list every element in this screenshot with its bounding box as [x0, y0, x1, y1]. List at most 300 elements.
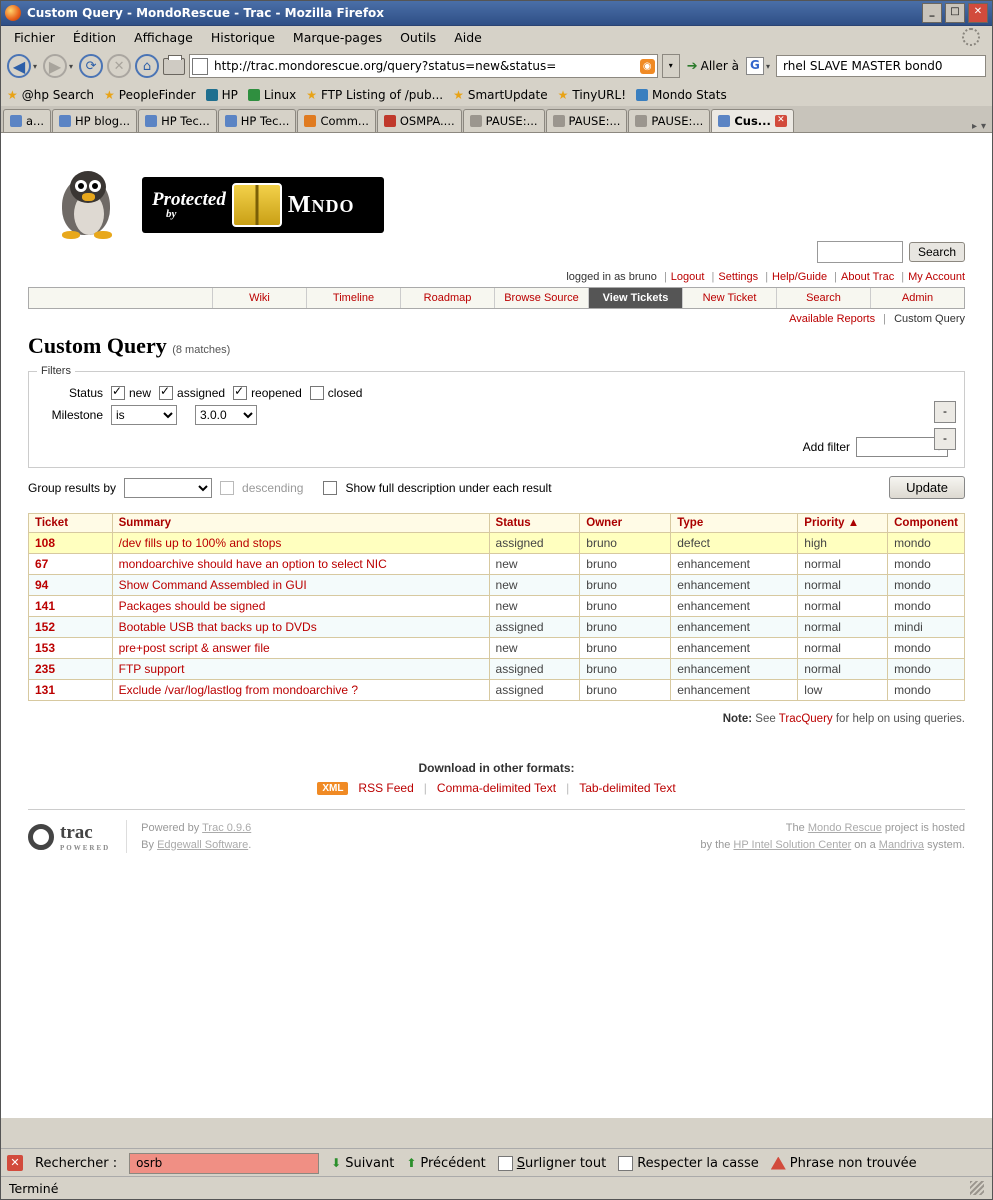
find-label: Rechercher :: [35, 1155, 118, 1171]
ticket-link[interactable]: 152: [35, 620, 56, 634]
table-row[interactable]: [29, 575, 965, 596]
tab-label: OSMPA....: [399, 114, 455, 128]
find-next-label: Suivant: [345, 1155, 395, 1171]
menu-marque-pages[interactable]: Marque-pages: [292, 29, 383, 45]
add-filter-row: [37, 437, 948, 457]
tab-favicon-icon: [10, 115, 22, 127]
metanav-my-account[interactable]: My Account: [908, 271, 965, 283]
cell-status: assigned: [489, 659, 580, 680]
column-status[interactable]: Status: [489, 514, 580, 533]
update-button[interactable]: Update: [889, 476, 965, 499]
up-arrow-icon: ⬆: [406, 1156, 417, 1170]
bookmark-hp[interactable]: [206, 88, 238, 102]
bookmark-peoplefinder[interactable]: [104, 88, 196, 102]
powered-by-block: [127, 820, 251, 853]
highlight-all-toggle[interactable]: [498, 1156, 606, 1171]
bookmark-label: FTP Listing of /pub...: [320, 88, 444, 102]
star-icon: ★: [7, 88, 18, 102]
favicon-icon: [206, 89, 218, 101]
hp-intel-solution-center-link[interactable]: HP Intel Solution Center: [733, 838, 852, 851]
by-line: By Edgewall Software.: [141, 838, 252, 851]
tab-list-icon[interactable]: ▾: [980, 121, 986, 132]
summary-link[interactable]: Bootable USB that backs up to DVDs: [118, 620, 317, 634]
hosting-info: [700, 820, 965, 853]
menu-aide[interactable]: Aide: [454, 29, 482, 45]
find-status-label: Phrase non trouvée: [789, 1155, 917, 1171]
menu-historique[interactable]: Historique: [210, 29, 275, 45]
home-icon[interactable]: ⌂: [135, 54, 159, 78]
find-status: [771, 1156, 917, 1171]
cell-priority: normal: [798, 596, 888, 617]
cell-component: mondo: [888, 575, 965, 596]
window-title: Custom Query - MondoRescue - Trac - Mozilla Firefox: [27, 6, 385, 20]
tab-label: HP Tec...: [240, 114, 290, 128]
group-results-label: Group results by: [28, 480, 117, 495]
column-summary[interactable]: Summary: [112, 514, 489, 533]
cell-ticket[interactable]: [29, 533, 113, 554]
tab-bar: [1, 106, 992, 133]
checkbox-icon[interactable]: [310, 386, 324, 400]
full-description-checkbox-icon[interactable]: [323, 481, 337, 495]
tab-hp-tec-2[interactable]: [218, 109, 297, 132]
table-row[interactable]: [29, 638, 965, 659]
cell-type: enhancement: [671, 659, 798, 680]
window-buttons: [922, 3, 988, 23]
tab-favicon-icon: [225, 115, 237, 127]
tab-label: HP blog...: [75, 114, 131, 128]
tab-a[interactable]: [3, 109, 51, 132]
cell-priority: normal: [798, 659, 888, 680]
cell-owner: bruno: [580, 638, 671, 659]
cell-ticket[interactable]: [29, 596, 113, 617]
logo-by-text: by: [166, 208, 177, 220]
ticket-link[interactable]: 235: [35, 662, 56, 676]
bookmark-label: Linux: [263, 88, 297, 102]
cell-type: defect: [671, 533, 798, 554]
milestone-operator-select[interactable]: [111, 405, 177, 425]
bookmark-label: PeopleFinder: [118, 88, 196, 102]
firefox-icon: [5, 5, 21, 21]
cell-owner: bruno: [580, 554, 671, 575]
site-search-row: [28, 241, 965, 263]
bookmark-mondo-stats[interactable]: [636, 88, 727, 102]
bookmark-ftp-listing[interactable]: [306, 88, 443, 102]
cell-ticket[interactable]: [29, 554, 113, 575]
cell-owner: bruno: [580, 680, 671, 701]
cell-summary[interactable]: [112, 575, 489, 596]
cell-status: assigned: [489, 533, 580, 554]
table-row[interactable]: [29, 680, 965, 701]
navigation-toolbar: [1, 48, 992, 84]
mainnav-roadmap[interactable]: Roadmap: [401, 288, 495, 308]
milestone-label: Milestone: [51, 408, 103, 422]
page-title: [28, 333, 965, 359]
google-icon[interactable]: G: [746, 57, 764, 75]
logo-protected-text: Protected by: [152, 189, 226, 220]
column-priority[interactable]: [798, 514, 888, 533]
add-filter-label: Add filter: [802, 440, 850, 454]
descending-label: descending: [242, 480, 304, 495]
menu-fichier[interactable]: Fichier: [14, 29, 55, 45]
favicon-icon: [636, 89, 648, 101]
status-checkbox-reopened[interactable]: [233, 386, 302, 400]
tab-custom-query[interactable]: [711, 109, 794, 132]
cell-status: new: [489, 596, 580, 617]
cell-status: new: [489, 575, 580, 596]
cell-owner: bruno: [580, 596, 671, 617]
group-options-row: [28, 476, 965, 499]
site-search-button[interactable]: Search: [909, 242, 965, 262]
trac-badge-text: trac POWERED: [60, 821, 111, 852]
cell-owner: bruno: [580, 659, 671, 680]
metanav-about-trac[interactable]: About Trac: [841, 271, 895, 283]
ticket-link[interactable]: 153: [35, 641, 56, 655]
tab-favicon-icon: [59, 115, 71, 127]
cell-type: enhancement: [671, 554, 798, 575]
status-checkbox-closed[interactable]: [310, 386, 363, 400]
cell-type: enhancement: [671, 575, 798, 596]
mainnav-admin[interactable]: Admin: [901, 292, 934, 304]
star-icon: ★: [557, 88, 569, 102]
stop-icon: ✕: [107, 54, 131, 78]
title-bar: [1, 1, 992, 26]
page-viewport: [1, 133, 992, 1118]
go-label: Aller à: [700, 59, 739, 73]
summary-link[interactable]: Exclude /var/log/lastlog from mondoarchive ?: [118, 683, 359, 697]
toolbar-search-input[interactable]: [781, 58, 981, 74]
cell-summary[interactable]: [112, 680, 489, 701]
descending-checkbox-icon[interactable]: [220, 481, 234, 495]
status-text: Terminé: [9, 1180, 59, 1196]
cell-status: new: [489, 554, 580, 575]
tracquery-link[interactable]: TracQuery: [778, 713, 833, 725]
tab-scroll-right-icon[interactable]: ▸: [971, 121, 977, 132]
forward-icon: ▶: [43, 54, 67, 78]
metanav: logged in as bruno | Logout | Settings | Help/Guide | About Trac | My Account: [566, 271, 965, 283]
mainnav-new-ticket[interactable]: New Ticket: [683, 288, 777, 308]
cell-status: new: [489, 638, 580, 659]
tab-label: PAUSE:...: [568, 114, 621, 128]
close-button[interactable]: ✕: [968, 3, 988, 23]
checkbox-icon: [618, 1156, 633, 1171]
bookmark-hp-search[interactable]: [7, 88, 94, 102]
print-icon[interactable]: [163, 58, 185, 75]
match-case-toggle[interactable]: [618, 1156, 759, 1171]
comma-delimited-text-link[interactable]: Comma-delimited Text: [436, 781, 557, 795]
tab-favicon-icon: [718, 115, 730, 127]
mainnav-view-tickets[interactable]: View Tickets: [589, 288, 683, 308]
star-icon: ★: [104, 88, 115, 102]
tab-favicon-icon: [384, 115, 396, 127]
star-icon: ★: [453, 88, 464, 102]
cell-owner: bruno: [580, 575, 671, 596]
download-header: Download in other formats:: [418, 761, 575, 775]
logo-mondo-text: MNDO: [287, 191, 355, 218]
status-checkbox-new[interactable]: [111, 386, 151, 400]
down-arrow-icon: ⬇: [331, 1156, 342, 1170]
trac-powered-badge[interactable]: [28, 820, 127, 853]
bookmark-smartupdate[interactable]: [453, 88, 548, 102]
toolbar-search-box[interactable]: [776, 55, 986, 77]
reload-icon[interactable]: ⟳: [79, 54, 103, 78]
tab-favicon-icon: [553, 115, 565, 127]
rss-icon[interactable]: ◉: [640, 59, 655, 74]
filter-row-milestone: [37, 405, 956, 445]
find-input-wrapper[interactable]: [129, 1153, 319, 1174]
checkbox-icon[interactable]: [111, 386, 125, 400]
find-next-button[interactable]: [331, 1156, 394, 1171]
bookmark-label: TinyURL!: [572, 88, 627, 102]
cell-status: assigned: [489, 617, 580, 638]
tab-pause-2[interactable]: [546, 109, 628, 132]
cell-summary[interactable]: [112, 533, 489, 554]
treasure-chest-icon: [232, 183, 282, 227]
maximize-button[interactable]: □: [945, 3, 965, 23]
download-links-row: XML RSS Feed | Comma-delimited Text | Tab-delimited Text: [28, 781, 965, 795]
menu-edition[interactable]: Édition: [72, 29, 117, 45]
page-icon: [192, 58, 208, 75]
group-results-select[interactable]: [124, 478, 212, 498]
hosting-line-1: The Mondo Rescue project is hosted: [785, 822, 965, 834]
go-arrow-icon: ➔: [686, 58, 698, 74]
column-type[interactable]: Type: [671, 514, 798, 533]
cell-summary[interactable]: [112, 554, 489, 575]
summary-link[interactable]: mondoarchive should have an option to select NIC: [118, 557, 387, 571]
mainnav-timeline[interactable]: Timeline: [307, 288, 401, 308]
page-footer: [28, 809, 965, 853]
column-component[interactable]: Component: [888, 514, 965, 533]
download-formats: [28, 761, 965, 795]
filters-panel: [28, 365, 965, 468]
mainnav-wiki[interactable]: Wiki: [213, 288, 307, 308]
ticket-link[interactable]: 141: [35, 599, 56, 613]
cell-ticket[interactable]: [29, 617, 113, 638]
summary-link[interactable]: pre+post script & answer file: [118, 641, 270, 655]
table-row[interactable]: [29, 533, 965, 554]
tab-osmpa[interactable]: [377, 109, 462, 132]
table-row[interactable]: [29, 659, 965, 680]
cell-ticket[interactable]: [29, 638, 113, 659]
status-option-label: reopened: [251, 386, 302, 400]
metanav-help-guide[interactable]: Help/Guide: [772, 271, 828, 283]
back-icon[interactable]: ◀: [7, 54, 31, 78]
url-dropdown-icon[interactable]: ▾: [662, 54, 680, 78]
logged-in-label: logged in as bruno: [566, 271, 657, 283]
xml-badge-icon: XML: [317, 782, 348, 795]
highlight-all-label: Surligner tout: [516, 1155, 607, 1171]
protected-by-mondo-logo: [142, 177, 384, 233]
powered-by-label: Powered by: [141, 822, 200, 834]
column-ticket[interactable]: Ticket: [29, 514, 113, 533]
table-row[interactable]: [29, 554, 965, 575]
note-suffix: for help on using queries.: [835, 713, 965, 725]
subnav-available-reports[interactable]: Available Reports: [789, 313, 876, 325]
status-bar: [1, 1176, 992, 1199]
ticket-link[interactable]: 108: [35, 536, 56, 550]
hosting-line-2: by the HP Intel Solution Center on a Mandriva system.: [700, 838, 965, 851]
status-option-label: assigned: [177, 386, 226, 400]
forward-dropdown-icon[interactable]: ▾: [69, 61, 74, 71]
full-description-label: Show full description under each result: [345, 480, 552, 495]
query-note: [28, 713, 965, 725]
checkbox-icon[interactable]: [159, 386, 173, 400]
remove-status-filter-button[interactable]: -: [934, 401, 956, 423]
bookmarks-bar: [1, 84, 992, 106]
bookmark-label: SmartUpdate: [467, 88, 548, 102]
bookmark-tinyurl[interactable]: [558, 88, 626, 102]
site-banner: [28, 143, 965, 245]
tab-comm[interactable]: [297, 109, 375, 132]
mondo-rescue-link[interactable]: Mondo Rescue: [807, 822, 882, 834]
table-row[interactable]: [29, 596, 965, 617]
tab-close-icon[interactable]: ✕: [775, 115, 787, 127]
tab-label: PAUSE:...: [651, 114, 704, 128]
find-input[interactable]: [134, 1155, 314, 1171]
cell-summary[interactable]: [112, 596, 489, 617]
menu-bar: [1, 26, 992, 48]
resize-grip-icon[interactable]: [970, 1181, 984, 1195]
search-engine-dropdown-icon[interactable]: ▾: [765, 61, 770, 71]
powered-by-line: [141, 820, 251, 837]
highlight-icon: [498, 1156, 513, 1171]
tab-favicon-icon: [304, 115, 316, 127]
table-header-row: [29, 514, 965, 533]
ticket-link[interactable]: 67: [35, 557, 49, 571]
trac-page: [14, 133, 979, 853]
note-see: See: [755, 713, 776, 725]
cell-summary[interactable]: [112, 638, 489, 659]
tab-pause-3[interactable]: [628, 109, 710, 132]
gear-icon[interactable]: [962, 28, 980, 46]
cell-priority: normal: [798, 638, 888, 659]
tickets-table: [28, 513, 965, 701]
cell-owner: bruno: [580, 533, 671, 554]
go-button[interactable]: [684, 59, 742, 74]
cell-type: enhancement: [671, 596, 798, 617]
match-case-label: Respecter la casse: [637, 1155, 759, 1171]
bookmark-label: @hp Search: [21, 88, 95, 102]
minimize-button[interactable]: _: [922, 3, 942, 23]
summary-link[interactable]: /dev fills up to 100% and stops: [118, 536, 282, 550]
tab-label: Cus...: [734, 114, 771, 128]
cell-component: mondo: [888, 659, 965, 680]
bookmark-label: Mondo Stats: [652, 88, 727, 102]
tab-scroll-controls: [968, 121, 990, 132]
find-previous-button[interactable]: [406, 1156, 485, 1171]
bookmark-label: HP: [221, 88, 238, 102]
note-prefix: Note:: [722, 713, 753, 725]
tab-favicon-icon: [145, 115, 157, 127]
trac-version-link[interactable]: Trac 0.9.6: [202, 822, 252, 834]
cell-ticket[interactable]: [29, 575, 113, 596]
rss-feed-link[interactable]: RSS Feed: [358, 781, 414, 795]
cell-priority: normal: [798, 617, 888, 638]
trac-gear-icon: [28, 824, 54, 850]
status-option-label: new: [129, 386, 152, 400]
status-checkbox-assigned[interactable]: [159, 386, 225, 400]
table-row[interactable]: [29, 617, 965, 638]
tab-hp-tec-1[interactable]: [138, 109, 217, 132]
sort-ascending-icon: ▲: [847, 517, 860, 529]
tab-hp-blog[interactable]: [52, 109, 137, 132]
find-bar: [1, 1148, 992, 1177]
remove-milestone-filter-button[interactable]: -: [934, 428, 956, 450]
mainnav-browse-source[interactable]: Browse Source: [495, 288, 589, 308]
warning-icon: [771, 1157, 786, 1170]
mondo-penguin-logo-icon: [54, 171, 124, 239]
cell-priority: normal: [798, 554, 888, 575]
mainnav-spacer: [29, 288, 213, 308]
edgewall-link[interactable]: Edgewall Software: [157, 838, 249, 851]
cell-component: mondo: [888, 638, 965, 659]
checkbox-icon[interactable]: [233, 386, 247, 400]
filters-legend: Filters: [41, 365, 71, 377]
cell-priority: normal: [798, 575, 888, 596]
metanav-logout[interactable]: Logout: [670, 271, 705, 283]
sub-navigation: Available Reports | Custom Query: [789, 313, 965, 325]
tab-label: PAUSE:...: [485, 114, 538, 128]
find-close-icon[interactable]: ✕: [7, 1155, 23, 1171]
favicon-icon: [248, 89, 260, 101]
url-bar[interactable]: [189, 54, 658, 78]
cell-component: mindi: [888, 617, 965, 638]
tab-label: Comm...: [320, 114, 369, 128]
back-dropdown-icon[interactable]: ▾: [33, 61, 38, 71]
tab-favicon-icon: [470, 115, 482, 127]
cell-component: mondo: [888, 554, 965, 575]
summary-link[interactable]: Show Command Assembled in GUI: [118, 578, 307, 592]
ticket-link[interactable]: 94: [35, 578, 49, 592]
cell-component: mondo: [888, 680, 965, 701]
page-title-text: Custom Query: [28, 333, 167, 358]
tab-pause-1[interactable]: [463, 109, 545, 132]
cell-priority: low: [798, 680, 888, 701]
trac-badge-subtext: POWERED: [60, 843, 111, 852]
summary-link[interactable]: FTP support: [118, 662, 185, 676]
cell-component: mondo: [888, 533, 965, 554]
match-count: (8 matches): [172, 344, 231, 356]
cell-status: assigned: [489, 680, 580, 701]
site-search-input[interactable]: [817, 241, 903, 263]
cell-type: enhancement: [671, 638, 798, 659]
mainnav-search[interactable]: Search: [777, 288, 871, 308]
cell-priority: high: [798, 533, 888, 554]
tab-label: HP Tec...: [161, 114, 210, 128]
menu-outils[interactable]: Outils: [400, 29, 437, 45]
status-label: Status: [68, 386, 103, 400]
summary-link[interactable]: Packages should be signed: [118, 599, 266, 613]
cell-owner: bruno: [580, 617, 671, 638]
mandriva-link[interactable]: Mandriva: [878, 838, 925, 851]
subnav-custom-query: Custom Query: [894, 313, 965, 325]
cell-ticket[interactable]: [29, 680, 113, 701]
cell-component: mondo: [888, 596, 965, 617]
cell-summary[interactable]: [112, 659, 489, 680]
milestone-value-select[interactable]: [195, 405, 257, 425]
main-navigation: [28, 287, 965, 309]
cell-summary[interactable]: [112, 617, 489, 638]
url-input[interactable]: [212, 58, 636, 74]
star-icon: ★: [306, 88, 317, 102]
ticket-link[interactable]: 131: [35, 683, 56, 697]
cell-ticket[interactable]: [29, 659, 113, 680]
metanav-settings[interactable]: Settings: [718, 271, 759, 283]
column-owner[interactable]: Owner: [580, 514, 671, 533]
menu-affichage[interactable]: Affichage: [134, 29, 193, 45]
cell-type: enhancement: [671, 617, 798, 638]
tab-delimited-text-link[interactable]: Tab-delimited Text: [579, 781, 676, 795]
bookmark-linux[interactable]: [248, 88, 296, 102]
